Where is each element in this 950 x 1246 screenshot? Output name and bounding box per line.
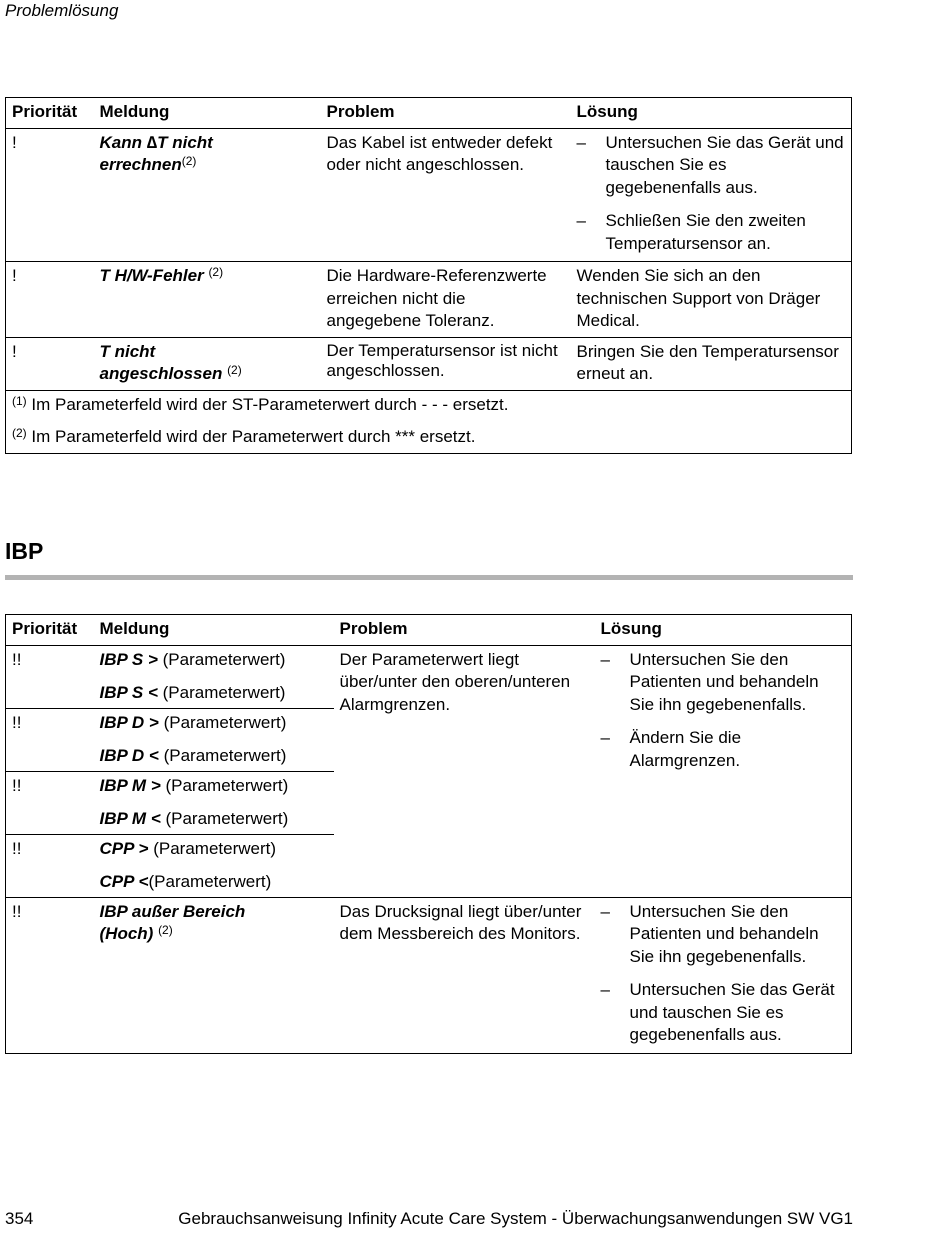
message-text: T H/W-Fehler <box>99 266 204 285</box>
priority-cell: ! <box>6 337 94 390</box>
message-text: Kann ∆T nicht <box>99 132 213 152</box>
priority-cell: !! <box>12 649 22 669</box>
message-text: errechnen <box>99 155 182 174</box>
table-row <box>6 128 852 262</box>
table-row <box>6 337 852 390</box>
priority-cell: !! <box>6 834 94 897</box>
header-message: Meldung <box>94 615 334 646</box>
troubleshooting-table-temperature <box>5 97 852 454</box>
section-title: IBP <box>5 538 44 564</box>
table-header-row <box>6 615 852 646</box>
solution-cell: Wenden Sie sich an den technischen Support von Dräger Medical. <box>571 262 852 338</box>
problem-cell: Der Parameterwert liegt über/unter den oberen/unteren Alarmgrenzen. <box>339 649 571 714</box>
table-row <box>6 645 852 708</box>
message-text: T nicht <box>99 341 156 361</box>
message-cell: CPP > (Parameterwert) CPP <(Parameterwert) <box>94 834 334 897</box>
message-cell <box>94 337 321 390</box>
footnote-ref: (2) <box>227 363 242 377</box>
section-divider <box>5 575 853 580</box>
header-solution: Lösung <box>571 98 852 129</box>
priority-cell: ! <box>12 132 17 152</box>
message-cell: IBP D > (Parameterwert) IBP D < (Parameterwert) <box>94 708 334 771</box>
solution-item: – Schließen Sie den zweiten Temperatursensor an. <box>576 211 806 253</box>
footnote-ref: (2) <box>181 154 197 168</box>
page-number: 354 <box>5 1209 34 1228</box>
header-solution: Lösung <box>595 615 852 646</box>
header-problem: Problem <box>321 98 571 129</box>
solution-cell <box>595 897 852 1053</box>
table-header-row <box>6 98 852 129</box>
table-row <box>6 262 852 338</box>
solution-item: – Untersuchen Sie das Gerät und tauschen Sie es gegebenenfalls aus. <box>576 132 844 197</box>
solution-cell: Bringen Sie den Temperatursensor erneut an. <box>571 337 852 390</box>
solution-item: – Ändern Sie die Alarmgrenzen. <box>600 728 742 770</box>
message-cell <box>94 262 321 338</box>
header-message: Meldung <box>94 98 321 129</box>
problem-cell: Das Kabel ist entweder defekt oder nicht angeschlossen. <box>326 132 553 174</box>
message-cell <box>94 128 321 262</box>
running-head: Problemlösung <box>5 1 119 20</box>
problem-cell: Der Temperatursensor ist nicht angeschlossen. <box>321 337 571 390</box>
solution-cell <box>595 645 852 897</box>
priority-cell: !! <box>6 708 94 771</box>
priority-cell: !! <box>6 897 94 1053</box>
solution-item: – Untersuchen Sie das Gerät und tauschen Sie es gegebenenfalls aus. <box>600 980 835 1044</box>
footnote: $^{(2)}$ Im Parameterfeld wird der Parameterwert durch *** ersetzt. <box>12 426 476 446</box>
message-cell: IBP S > (Parameterwert) IBP S < (Parameterwert) <box>99 649 286 702</box>
solution-item: – Untersuchen Sie den Patienten und behandeln Sie ihn gegebenenfalls. <box>600 901 819 966</box>
solution-item: – Untersuchen Sie den Patienten und behandeln Sie ihn gegebenenfalls. <box>600 649 819 714</box>
message-cell: IBP M > (Parameterwert) IBP M < (Parameterwert) <box>94 771 334 834</box>
solution-cell <box>571 128 852 262</box>
table-row <box>6 897 852 1053</box>
footnotes <box>6 390 852 453</box>
problem-cell: Die Hardware-Referenzwerte erreichen nicht die angegebene Toleranz. <box>321 262 571 338</box>
footnote: $^{(1)}$ Im Parameterfeld wird der ST-Parameterwert durch - - - ersetzt. <box>12 393 509 414</box>
message-cell: IBP außer Bereich (Hoch) $^{(2)}$ <box>94 897 334 1053</box>
footnote-ref: (2) <box>208 265 224 279</box>
header-priority: Priorität <box>6 615 94 646</box>
header-problem: Problem <box>334 615 595 646</box>
priority-cell: ! <box>6 262 94 338</box>
footnote-ref: (2) <box>158 923 173 937</box>
footnote-row <box>6 390 852 453</box>
header-priority: Priorität <box>6 98 94 129</box>
document-title: Gebrauchsanweisung Infinity Acute Care System - Überwachungsanwendungen SW VG1 <box>178 1209 853 1228</box>
troubleshooting-table-ibp <box>5 614 852 1054</box>
message-text: angeschlossen <box>99 364 223 383</box>
problem-cell: Das Drucksignal liegt über/unter dem Messbereich des Monitors. <box>334 897 595 1053</box>
priority-cell: !! <box>6 771 94 834</box>
